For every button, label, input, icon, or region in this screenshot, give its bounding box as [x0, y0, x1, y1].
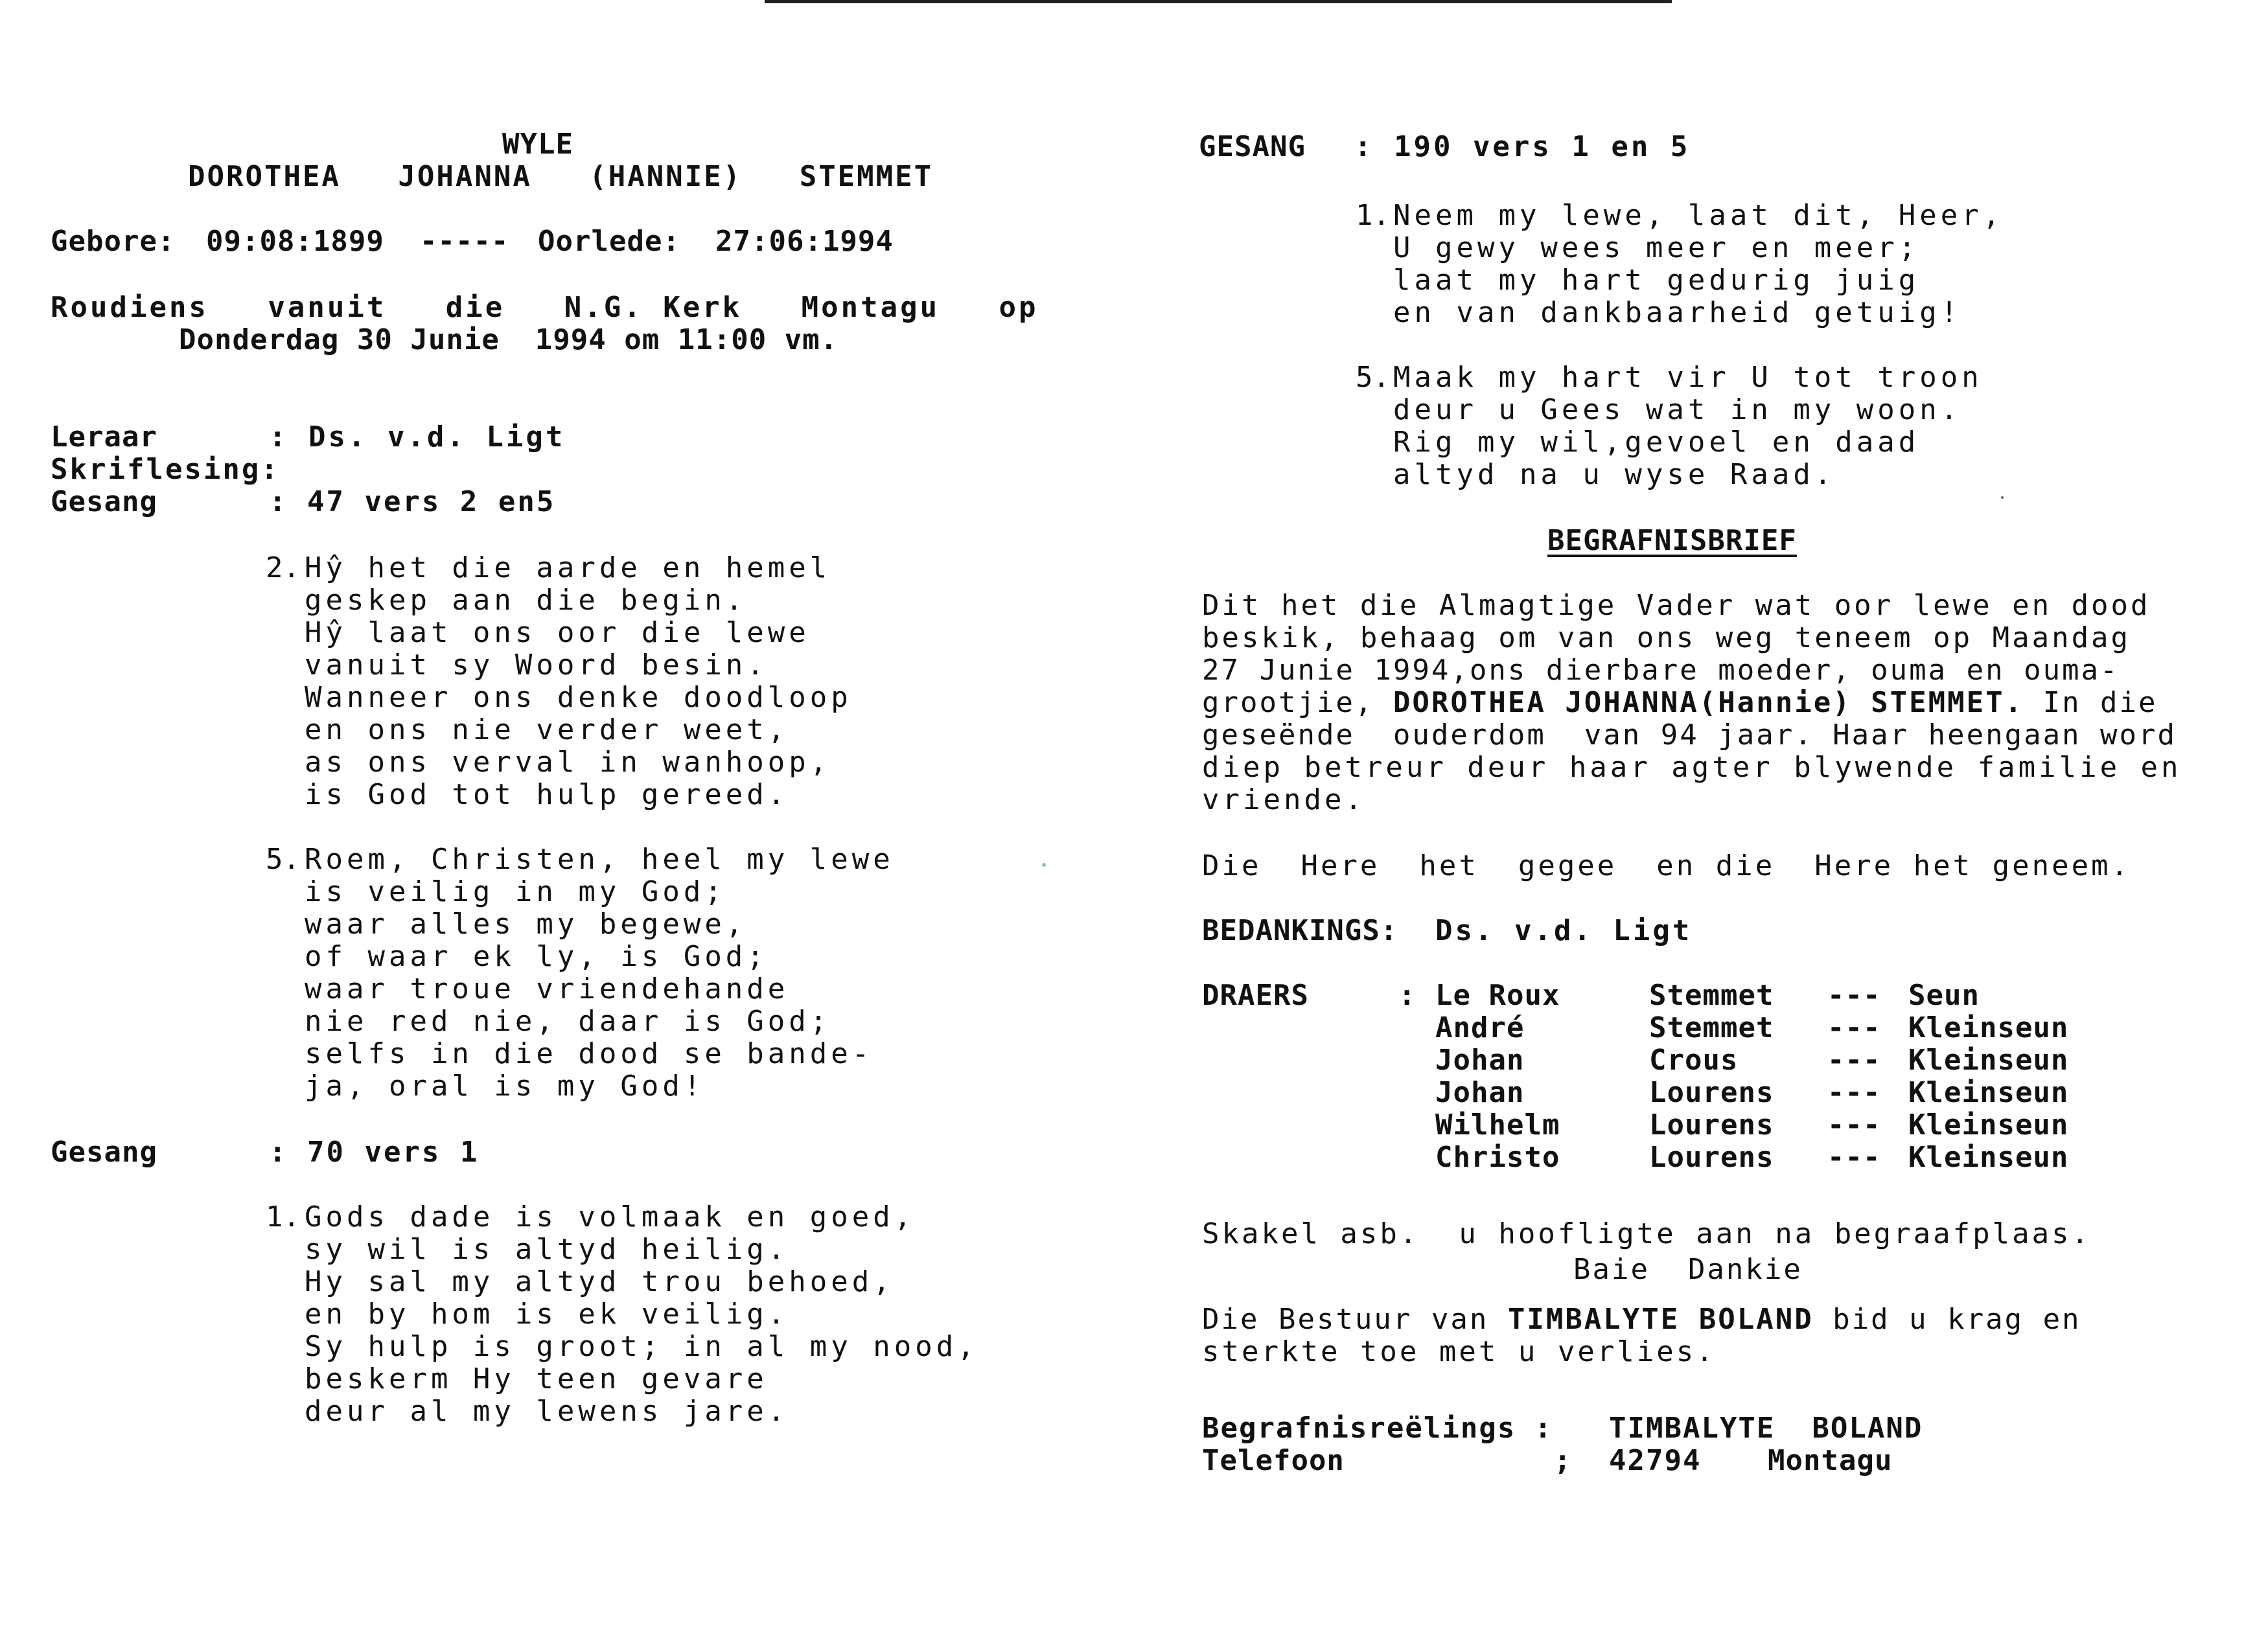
letter-line: geseënde ouderdom van 94 jaar. Haar heengaan word: [1202, 718, 2177, 751]
bearer-surname: Stemmet: [1649, 1011, 1774, 1044]
hymn-line: en ons nie verder weet,: [305, 713, 789, 746]
service-location: Roudiens vanuit die N.G. Kerk Montagu op: [51, 291, 1039, 324]
bearer-first-name: André: [1435, 1011, 1525, 1044]
letter-line: beskik, behaag om van ons weg teneem op Maandag: [1202, 621, 2131, 654]
funeral-company-bold: TIMBALYTE BOLAND: [1507, 1303, 1814, 1336]
letter-line: vriende.: [1202, 783, 1365, 816]
hymn-line: Rig my wil,gevoel en daad: [1393, 426, 1920, 459]
hymn-47-verse-5: [305, 843, 894, 1103]
hymn-70-verse-1: [305, 1201, 978, 1428]
thanks-note: Baie Dankie: [1573, 1253, 1803, 1286]
bearer-relation: Kleinseun: [1908, 1011, 2069, 1044]
hymn-line: Neem my lewe, laat dit, Heer,: [1393, 199, 2004, 232]
verse-number: 1.: [266, 1200, 300, 1233]
hymn-line: is veilig in my God;: [305, 875, 726, 908]
heading-wyle: WYLE: [502, 128, 573, 161]
gesang-label: GESANG: [1199, 130, 1306, 163]
scan-speck: [2001, 496, 2004, 499]
letter-line: [1202, 687, 2158, 719]
bearer-relation: Seun: [1908, 979, 1980, 1012]
verse-number: 1.: [1356, 199, 1390, 232]
hymn-line: nie red nie, daar is God;: [305, 1005, 831, 1038]
letter-title: BEGRAFNISBRIEF: [1547, 524, 1797, 557]
hymn-47-verse-2: [305, 552, 852, 811]
bestuur-text: Die Bestuur van: [1202, 1303, 1508, 1336]
bearer-relation: Kleinseun: [1908, 1044, 2069, 1077]
leraar-value: : Ds. v.d. Ligt: [269, 420, 566, 453]
heading-deceased-name: DOROTHEA JOHANNA (HANNIE) STEMMET: [188, 160, 934, 193]
gesang-value: : 190 vers 1 en 5: [1354, 130, 1691, 163]
hymn-line: Wanneer ons denke doodloop: [305, 681, 852, 714]
hymn-line: Hŷ laat ons oor die lewe: [305, 616, 810, 649]
bedankings-value: Ds. v.d. Ligt: [1435, 914, 1693, 947]
hymn-line: as ons verval in wanhoop,: [305, 746, 831, 779]
bearer-first-name: Christo: [1435, 1141, 1560, 1174]
born-date: 09:08:1899: [206, 225, 384, 258]
telephone-label: Telefoon: [1202, 1444, 1345, 1477]
bearer-separator: ---: [1827, 1011, 1881, 1044]
hymn-line: deur al my lewens jare.: [305, 1395, 789, 1428]
hymn-line: Hŷ het die aarde en hemel: [305, 551, 831, 584]
hymn-line: Maak my hart vir U tot troon: [1393, 361, 1983, 394]
hymn-line: laat my hart gedurig juig: [1393, 264, 1920, 297]
hymn-line: Gods dade is volmaak en goed,: [305, 1200, 916, 1233]
bearer-relation: Kleinseun: [1908, 1141, 2069, 1174]
date-separator: -----: [420, 225, 509, 258]
hymn-line: waar alles my begewe,: [305, 908, 747, 941]
bestuur-text: bid u krag en: [1813, 1303, 2081, 1336]
bearer-surname: Stemmet: [1649, 979, 1774, 1012]
bestuur-line: [1202, 1303, 2081, 1336]
scripture-line: Die Here het gegee en die Here het geneem.: [1202, 849, 2131, 882]
service-datetime: Donderdag 30 Junie 1994 om 11:00 vm.: [179, 323, 838, 356]
hymn-line: sy wil is altyd heilig.: [305, 1233, 789, 1266]
headlights-note: Skakel asb. u hoofligte aan na begraafplaas.: [1202, 1217, 2092, 1250]
arrangements-label: Begrafnisreëlings :: [1202, 1412, 1553, 1445]
bearer-first-name: Wilhelm: [1435, 1108, 1560, 1141]
bearer-separator: ---: [1827, 1044, 1881, 1077]
bearer-relation: Kleinseun: [1908, 1108, 2069, 1141]
hymn-line: of waar ek ly, is God;: [305, 940, 768, 973]
gesang-value: : 47 vers 2 en5: [269, 485, 556, 518]
leraar-label: Leraar: [51, 420, 157, 453]
draers-colon: :: [1398, 979, 1417, 1012]
hymn-line: beskerm Hy teen gevare: [305, 1362, 768, 1395]
bearer-separator: ---: [1827, 979, 1881, 1012]
hymn-line: Sy hulp is groot; in al my nood,: [305, 1330, 978, 1363]
died-date: 27:06:1994: [715, 225, 894, 258]
bearer-surname: Crous: [1649, 1044, 1739, 1077]
skriflesing-label: Skriflesing:: [51, 453, 280, 486]
telephone-town: Montagu: [1768, 1444, 1893, 1477]
died-label: Oorlede:: [538, 225, 680, 258]
verse-number: 2.: [266, 551, 300, 584]
scan-speck: [1042, 863, 1046, 867]
letter-line: diep betreur deur haar agter blywende familie en: [1202, 751, 2182, 784]
letter-line: 27 Junie 1994,ons dierbare moeder, ouma en ouma-: [1202, 654, 2120, 687]
hymn-line: en van dankbaarheid getuig!: [1393, 296, 1962, 329]
bearer-separator: ---: [1827, 1108, 1881, 1141]
deceased-name-bold: DOROTHEA JOHANNA(Hannie) STEMMET.: [1393, 686, 2024, 719]
hymn-line: geskep aan die begin.: [305, 584, 747, 617]
letter-text: In die: [2024, 686, 2158, 719]
scan-edge-line: [765, 0, 1672, 3]
hymn-190-verse-5: [1393, 361, 1983, 491]
bearer-relation: Kleinseun: [1908, 1076, 2069, 1109]
hymn-line: is God tot hulp gereed.: [305, 778, 789, 811]
letter-text: grootjie,: [1202, 686, 1393, 719]
draers-label: DRAERS: [1202, 979, 1309, 1012]
gesang-label: Gesang: [51, 1136, 157, 1169]
bedankings-label: BEDANKINGS:: [1202, 914, 1398, 947]
hymn-line: ja, oral is my God!: [305, 1070, 705, 1103]
verse-number: 5.: [266, 843, 300, 876]
hymn-190-verse-1: [1393, 200, 2004, 329]
gesang-value: : 70 vers 1: [269, 1136, 480, 1169]
bearer-first-name: Le Roux: [1435, 979, 1560, 1012]
arrangements-value: TIMBALYTE BOLAND: [1609, 1412, 1923, 1445]
bearer-surname: Lourens: [1649, 1076, 1774, 1109]
bearer-surname: Lourens: [1649, 1108, 1774, 1141]
bearer-separator: ---: [1827, 1076, 1881, 1109]
letter-line: Dit het die Almagtige Vader wat oor lewe en dood: [1202, 589, 2151, 622]
hymn-line: deur u Gees wat in my woon.: [1393, 393, 1962, 426]
hymn-line: altyd na u wyse Raad.: [1393, 458, 1836, 491]
hymn-line: Hy sal my altyd trou behoed,: [305, 1265, 894, 1298]
gesang-label: Gesang: [51, 485, 157, 518]
hymn-line: selfs in die dood se bande-: [305, 1037, 873, 1070]
bearer-separator: ---: [1827, 1141, 1881, 1174]
hymn-line: vanuit sy Woord besin.: [305, 648, 768, 682]
hymn-line: waar troue vriendehande: [305, 972, 789, 1005]
bestuur-line: sterkte toe met u verlies.: [1202, 1335, 1716, 1368]
bearer-surname: Lourens: [1649, 1141, 1774, 1174]
telephone-number: 42794: [1609, 1444, 1702, 1477]
hymn-line: en by hom is ek veilig.: [305, 1298, 789, 1331]
born-label: Gebore:: [51, 225, 176, 258]
bearer-first-name: Johan: [1435, 1044, 1525, 1077]
hymn-line: Roem, Christen, heel my lewe: [305, 843, 894, 876]
verse-number: 5.: [1356, 361, 1390, 394]
hymn-line: U gewy wees meer en meer;: [1393, 231, 1920, 264]
bearer-first-name: Johan: [1435, 1076, 1525, 1109]
telephone-colon: ;: [1554, 1444, 1572, 1477]
